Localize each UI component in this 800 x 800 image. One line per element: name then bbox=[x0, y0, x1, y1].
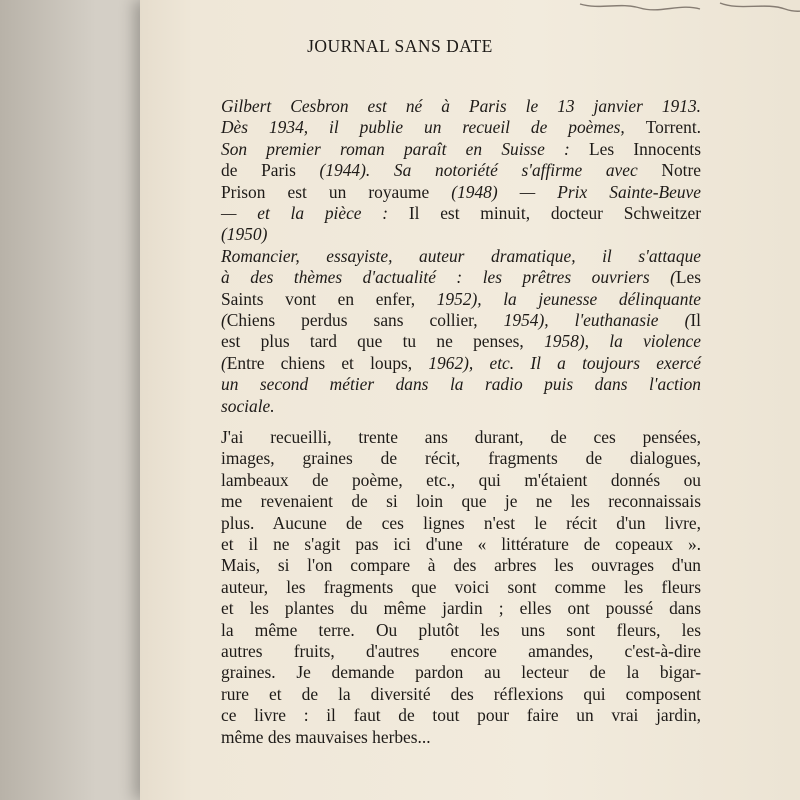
preface-line: plus. Aucune de ces lignes n'est le récit d'un livre, bbox=[221, 512, 701, 533]
bio-text-segment: est plus tard que tu ne penses, bbox=[221, 331, 545, 352]
bio-text-segment: 1958), la violence bbox=[544, 331, 701, 352]
bio-text-segment: Gilbert Cesbron est né à Paris le 13 janvier 1913. bbox=[221, 96, 701, 116]
bio-line bbox=[221, 374, 701, 395]
handwritten-marks bbox=[570, 0, 800, 14]
bio-text-segment: 1962), etc. Il a toujours exercé bbox=[428, 352, 702, 373]
preface-line: me revenaient de si loin que je ne les reconnaissais bbox=[221, 491, 701, 512]
preface-line: lambeaux de poème, etc., qui m'étaient donnés ou bbox=[221, 469, 701, 490]
bio-text-segment: (1944). Sa notoriété s'affirme avec bbox=[319, 160, 662, 181]
page-title: JOURNAL SANS DATE bbox=[307, 36, 493, 56]
bio-text-segment: 1952), la jeunesse délinquante bbox=[436, 288, 701, 309]
bio-line bbox=[221, 310, 701, 331]
bio-text-segment: un second métier dans la radio puis dans l'action bbox=[221, 374, 701, 395]
bio-text-segment: sociale. bbox=[221, 395, 275, 416]
bio-line bbox=[221, 331, 701, 352]
bio-text-segment: Les bbox=[675, 267, 701, 288]
preface-line: auteur, les fragments que voici sont comme les fleurs bbox=[221, 576, 701, 597]
preface-line: autres fruits, d'autres encore amandes, c'est-à-dire bbox=[221, 641, 701, 662]
bio-text-segment: (1948) — Prix Sainte-Beuve bbox=[451, 181, 701, 202]
preface-line: la même terre. Ou plutôt les uns sont fleurs, les bbox=[221, 619, 701, 640]
bio-text-segment: Notre bbox=[661, 160, 701, 181]
bio-line bbox=[221, 353, 701, 374]
bio-text-segment: Les Innocents bbox=[589, 138, 701, 159]
bio-line bbox=[221, 396, 701, 417]
bio-text-segment: Il est minuit, docteur Schweitzer bbox=[408, 203, 701, 224]
bio-text-segment: Chiens perdus sans collier, bbox=[226, 310, 504, 331]
bio-line bbox=[221, 139, 701, 160]
bio-text-segment: de Paris bbox=[221, 160, 320, 181]
bio-line bbox=[221, 289, 701, 310]
bio-text-segment: ( bbox=[221, 310, 227, 331]
preface-line: rure et de la diversité des réflexions qui composent bbox=[221, 683, 701, 704]
preface-line: images, graines de récit, fragments de dialogues, bbox=[221, 448, 701, 469]
preface-line: et il ne s'agit pas ici d'une « littérature de copeaux ». bbox=[221, 534, 701, 555]
preface-line: J'ai recueilli, trente ans durant, de ces pensées, bbox=[221, 427, 701, 447]
bio-line bbox=[221, 203, 701, 224]
bio-text-segment: Il bbox=[690, 310, 701, 331]
preface-line: et les plantes du même jardin ; elles ont poussé dans bbox=[221, 598, 701, 619]
bio-line bbox=[221, 182, 701, 203]
bio-text-segment: Romancier, essayiste, auteur dramatique, il s'attaque bbox=[221, 245, 701, 266]
bio-line bbox=[221, 246, 701, 267]
preface-line: même des mauvaises herbes... bbox=[221, 726, 431, 747]
bio-text-segment: à des thèmes d'actualité : les prêtres ouvriers ( bbox=[221, 267, 676, 288]
bio-text-segment: (1950) bbox=[221, 224, 268, 245]
preface-line: graines. Je demande pardon au lecteur de la bigar- bbox=[221, 662, 701, 683]
bio-line bbox=[221, 96, 701, 117]
bio-text-segment: ( bbox=[221, 352, 227, 373]
preface-line: Mais, si l'on compare à des arbres les ouvrages d'un bbox=[221, 555, 701, 576]
bio-text-segment: Saints vont en enfer, bbox=[221, 288, 437, 309]
bio-line bbox=[221, 117, 701, 138]
bio-text-segment: Entre chiens et loups, bbox=[226, 352, 429, 373]
bio-text-segment: — et la pièce : bbox=[221, 203, 409, 224]
bio-line bbox=[221, 224, 701, 245]
preface-paragraph bbox=[221, 427, 701, 748]
bio-text-segment: Prison est un royaume bbox=[221, 181, 452, 202]
bio-line bbox=[221, 160, 701, 181]
bio-text-segment: Torrent. bbox=[645, 117, 701, 138]
bio-text-segment: Son premier roman paraît en Suisse : bbox=[221, 138, 590, 159]
bio-text-segment: Dès 1934, il publie un recueil de poèmes, bbox=[221, 117, 646, 138]
bio-text-segment: 1954), l'euthanasie ( bbox=[503, 310, 691, 331]
preface-line: ce livre : il faut de tout pour faire un vrai jardin, bbox=[221, 705, 701, 726]
author-biography bbox=[221, 96, 701, 417]
bio-line bbox=[221, 267, 701, 288]
